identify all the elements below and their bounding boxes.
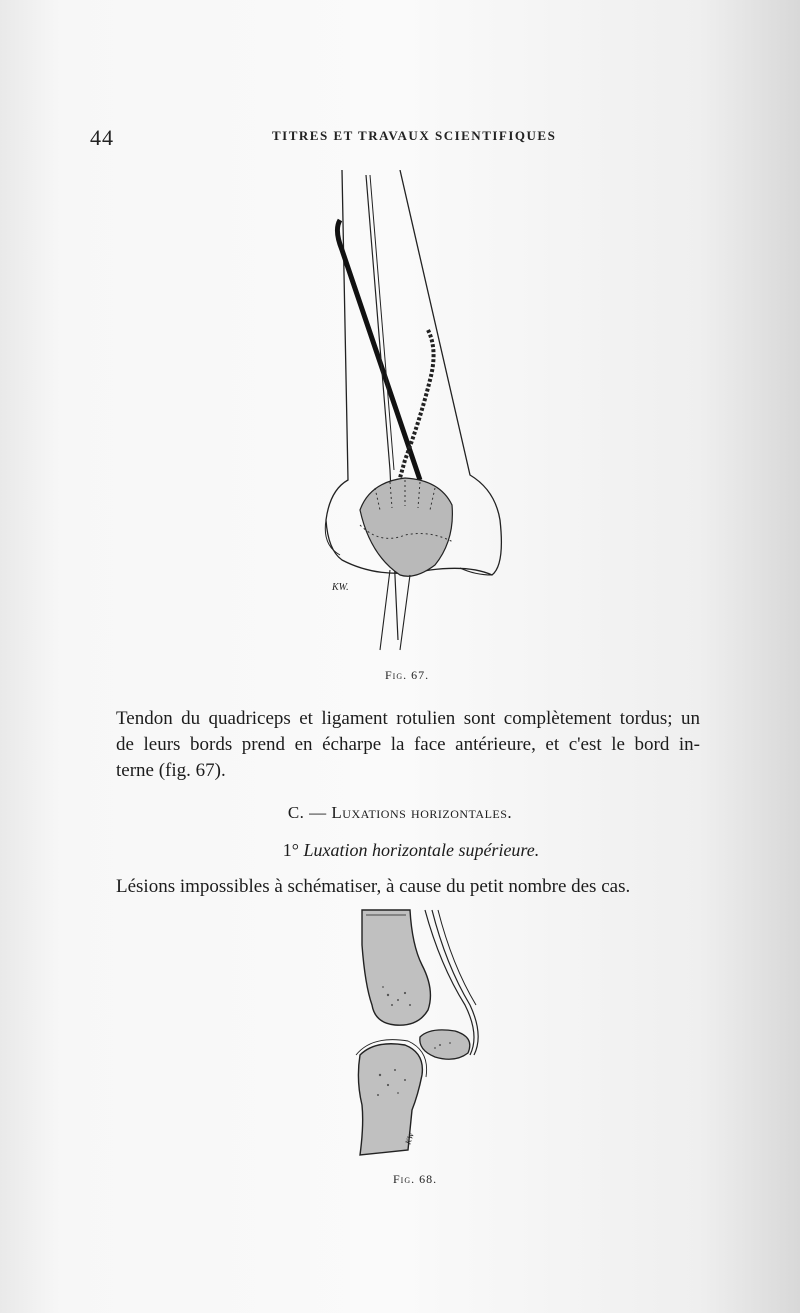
section-title-text: Luxations horizontales. xyxy=(331,803,513,822)
figure-67-caption-number: 67. xyxy=(407,668,430,682)
paragraph-line: Tendon du quadriceps et ligament rotulien sont complètement tordus; un xyxy=(116,708,700,729)
figure-67-caption-prefix: Fig. xyxy=(385,668,408,682)
figure-68-illustration xyxy=(350,905,490,1165)
femur-twisted-tendon-drawing xyxy=(320,170,520,670)
figure-68-signature: KW xyxy=(403,1131,416,1146)
subsection-heading xyxy=(0,840,800,861)
figure-67-illustration xyxy=(320,170,520,670)
figure-68-caption xyxy=(393,1172,437,1187)
paragraph-fig67-description xyxy=(116,706,700,784)
section-letter: C. — xyxy=(287,803,332,822)
figure-67-caption xyxy=(385,668,429,683)
figure-67-signature: KW. xyxy=(332,582,349,593)
paragraph-line: de leurs bords prend en écharpe la face antérieure, et c'est le bord in- xyxy=(116,734,700,755)
section-heading xyxy=(0,803,800,823)
paragraph-line: terne (fig. 67). xyxy=(116,760,226,781)
subsection-title-text: Luxation horizontale supérieure. xyxy=(303,840,540,860)
paragraph-lesions: Lésions impossibles à schématiser, à cause du petit nombre des cas. xyxy=(116,876,631,897)
subsection-number: 1° xyxy=(282,840,304,860)
knee-luxation-drawing xyxy=(350,905,490,1165)
figure-68-caption-prefix: Fig. xyxy=(393,1172,416,1186)
figure-68-caption-number: 68. xyxy=(415,1172,438,1186)
page-number: 44 xyxy=(90,125,114,150)
running-head: TITRES ET TRAVAUX SCIENTIFIQUES xyxy=(272,128,557,143)
